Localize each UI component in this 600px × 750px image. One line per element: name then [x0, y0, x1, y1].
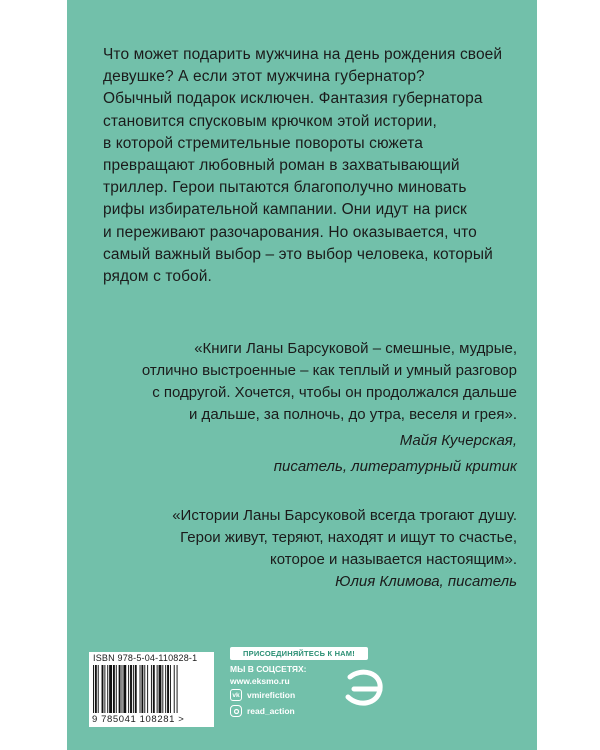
- quote-line: отлично выстроенные – как теплый и умный разговор: [141, 362, 517, 379]
- quote-author-role: писатель, литературный критик: [273, 458, 517, 475]
- book-blurb: [103, 44, 503, 288]
- isbn-barcode: [89, 652, 214, 727]
- publisher-logo-icon: [340, 663, 388, 711]
- blurb-line: девушке? А если этот мужчина губернатор?: [103, 68, 425, 86]
- blurb-line: Обычный подарок исключен. Фантазия губернатора: [103, 90, 483, 108]
- blurb-line: триллер. Герои пытаются благополучно миновать: [103, 179, 467, 197]
- review-quote-kucherskaya: [137, 338, 517, 478]
- blurb-line: превращают любовный роман в захватывающий: [103, 157, 460, 175]
- blurb-line: становится спусковым крючком этой истории,: [103, 112, 437, 130]
- blurb-line: Что может подарить мужчина на день рождения своей: [103, 46, 503, 63]
- quote-line: которое и называется настоящим».: [270, 551, 517, 568]
- blurb-line: самый важный выбор – это выбор человека, который: [103, 245, 493, 263]
- quote-line: «Истории Ланы Барсуковой всегда трогают душу.: [172, 507, 517, 524]
- vk-icon: vk: [230, 689, 242, 701]
- blurb-line: рифы избирательной кампании. Они идут на риск: [103, 201, 467, 219]
- blurb-line: в которой стремительные повороты сюжета: [103, 134, 423, 152]
- back-cover: [67, 0, 537, 750]
- blurb-line: и переживают разочарования. Но оказывается, что: [103, 223, 477, 241]
- quote-author: Майя Кучерская,: [399, 432, 517, 449]
- quote-line: и дальше, за полночь, до утра, веселя и грея».: [189, 406, 517, 423]
- isbn-number: ISBN 978-5-04-110828-1: [93, 653, 198, 663]
- vk-handle: vmirefiction: [247, 690, 296, 700]
- blurb-line: рядом с тобой.: [103, 268, 212, 286]
- quote-line: «Книги Ланы Барсуковой – смешные, мудрые,: [194, 340, 517, 357]
- barcode-icon: [91, 665, 212, 715]
- quote-line: Герои живут, теряют, находят и ищут то счастье,: [180, 529, 517, 546]
- barcode-digits: 9 785041 108281 >: [92, 714, 185, 725]
- instagram-handle: read_action: [247, 706, 295, 716]
- website-link[interactable]: www.eksmo.ru: [230, 676, 290, 686]
- social-heading: МЫ В СОЦСЕТЯХ:: [230, 664, 307, 674]
- instagram-icon: [230, 705, 242, 717]
- join-us-banner: ПРИСОЕДИНЯЙТЕСЬ К НАМ!: [230, 647, 368, 660]
- quote-line: с подругой. Хочется, чтобы он продолжался дальше: [152, 384, 517, 401]
- quote-author: Юлия Климова, писатель: [335, 573, 517, 590]
- review-quote-klimova: [137, 505, 517, 593]
